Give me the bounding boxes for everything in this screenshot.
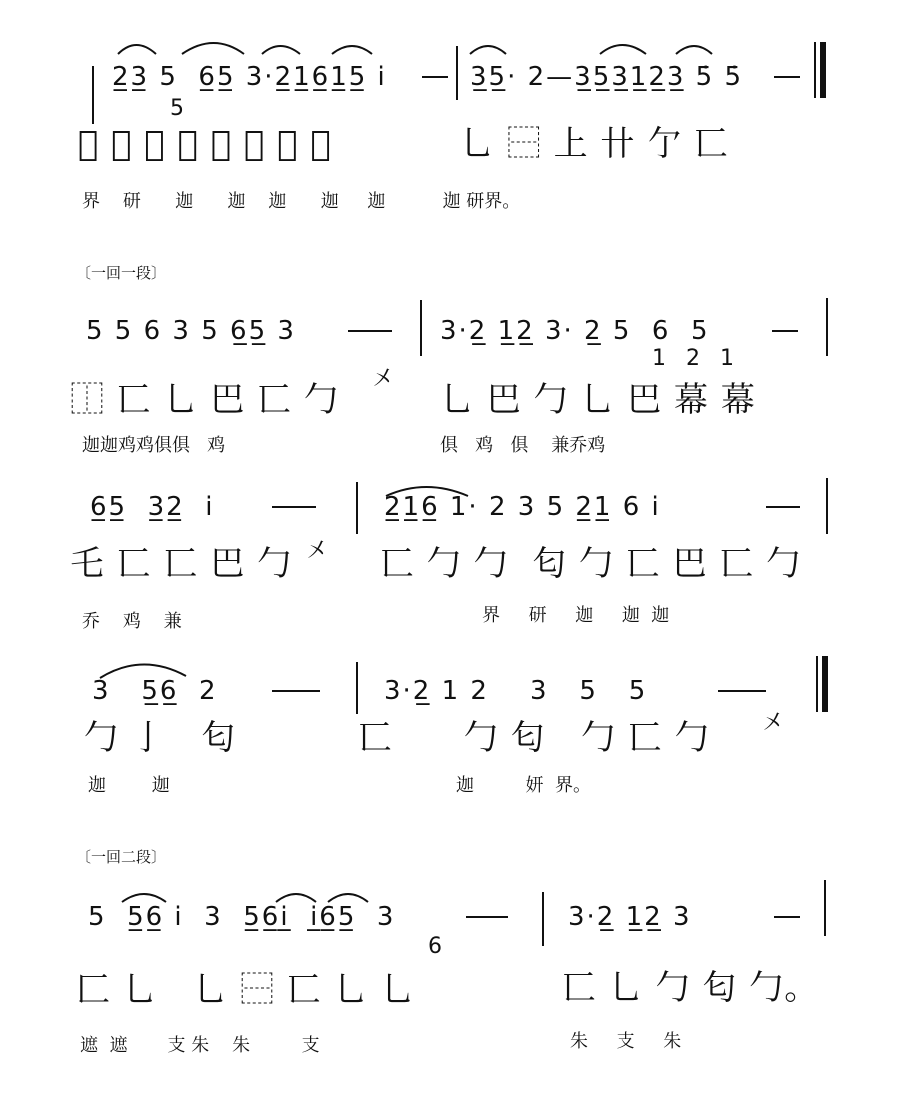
- notation-line-2b: 乚 巴 勹 乚 巴 幕 幕: [440, 380, 756, 420]
- bar-line: [824, 880, 826, 936]
- notation-line-2a: ⿰ 匸 乚 巴 匸 勹: [70, 380, 340, 420]
- bar-line: [542, 892, 544, 946]
- final-bar-thin: [816, 656, 818, 712]
- end-mark: 㐅: [306, 539, 329, 564]
- slur: [0, 28, 903, 92]
- jianpu-line-3a: 6̲5̲ 3̲2̲ i: [90, 492, 215, 522]
- bar-line: [826, 298, 828, 356]
- end-mark: 㐅: [372, 367, 395, 392]
- low-note: 5: [170, 96, 186, 121]
- notation-line-5b: 匸 乚 勹 匂 勹。: [562, 968, 820, 1008]
- notation-line-1a: 𫝪 ⿱ 𫝫 ⿰ 甴 巴 匕 台: [78, 124, 332, 164]
- dash: [718, 690, 766, 692]
- dash: [272, 690, 320, 692]
- notation-line-4b: 匸 勹 匂 勹 匸 勹: [358, 718, 710, 758]
- jianpu-line-3b: 2̲1̲6̲ 1· 2 3 5 2̲1̲ 6 i: [384, 492, 661, 522]
- dash: [766, 506, 800, 508]
- jianpu-line-2b: 3·2̲ 1̲2̲ 3· 2̲ 5 6 5: [440, 316, 710, 346]
- section-label: 〔一回二段〕: [76, 848, 167, 866]
- lyric-line-5a: 遮 遮 支 朱 朱 支: [80, 1035, 320, 1056]
- jianpu-line-1b: 3̲5̲· 2—3̲5̲3̲1̲2̲3̲ 5̇ 5̇: [470, 62, 744, 92]
- final-bar-thick: [822, 656, 828, 712]
- notation-line-4a: 勹 ⼅ 匂: [84, 718, 237, 758]
- dash: [466, 916, 508, 918]
- notation-line-1b: 乚 ⿱ 上 卄 亇 匸: [460, 124, 730, 164]
- jianpu-line-5a: 5 5̲6̲ i 3 5̲6̲i̲ i̲6̲5̲ 3: [88, 902, 396, 932]
- notation-line-3b: 匸 勹 勹 匂 勹 匸 巴 匸 勹: [380, 544, 802, 584]
- section-label: 〔一回一段〕: [76, 264, 167, 282]
- end-mark: 㐅: [762, 711, 785, 736]
- notation-line-5a: 匚 乚 乚 ⿱ 匸 乚 乚: [76, 970, 416, 1010]
- lyric-line-4b: 迦 妍 界。: [456, 775, 591, 796]
- jianpu-line-1a: 2̲3̲ 5 6̲5̲ 3·2̲1̲6̲1̲5̲ i: [112, 62, 387, 92]
- jianpu-line-2a: 5 5 6 3 5 6̲5̲ 3: [86, 316, 296, 346]
- lyric-line-4a: 迦 迦: [88, 775, 170, 796]
- lyric-line-1: 界 研 迦 迦 迦 迦 迦 迦 研界。: [82, 191, 521, 212]
- slur: [0, 878, 903, 918]
- sub-notes: 1 2 1: [652, 346, 736, 371]
- dash: [348, 330, 392, 332]
- jianpu-line-4a: 3 5̲6̲ 2: [92, 676, 218, 706]
- dash: [772, 330, 798, 332]
- jianpu-line-4b: 3·2̲ 1 2 3 5 5: [384, 676, 648, 706]
- lyric-line-2a: 迦迦鸡鸡俱俱 鸡: [82, 435, 226, 456]
- notation-line-3a: 乇 匸 匸 巴 勹: [70, 544, 293, 584]
- lyric-line-2b: 俱 鸡 俱 兼乔鸡: [440, 435, 606, 456]
- bar-line: [356, 662, 358, 714]
- low-note: 6: [428, 934, 444, 959]
- slur: [0, 474, 903, 514]
- lyric-line-3a: 乔 鸡 兼: [82, 611, 182, 632]
- lyric-line-3b: 界 研 迦 迦 迦: [482, 605, 670, 626]
- jianpu-line-5b: 3·2̲ 1̲2̲ 3: [568, 902, 692, 932]
- lyric-line-5b: 朱 支 朱: [570, 1031, 682, 1052]
- bar-line: [826, 478, 828, 534]
- dash: [774, 916, 800, 918]
- bar-line: [420, 300, 422, 356]
